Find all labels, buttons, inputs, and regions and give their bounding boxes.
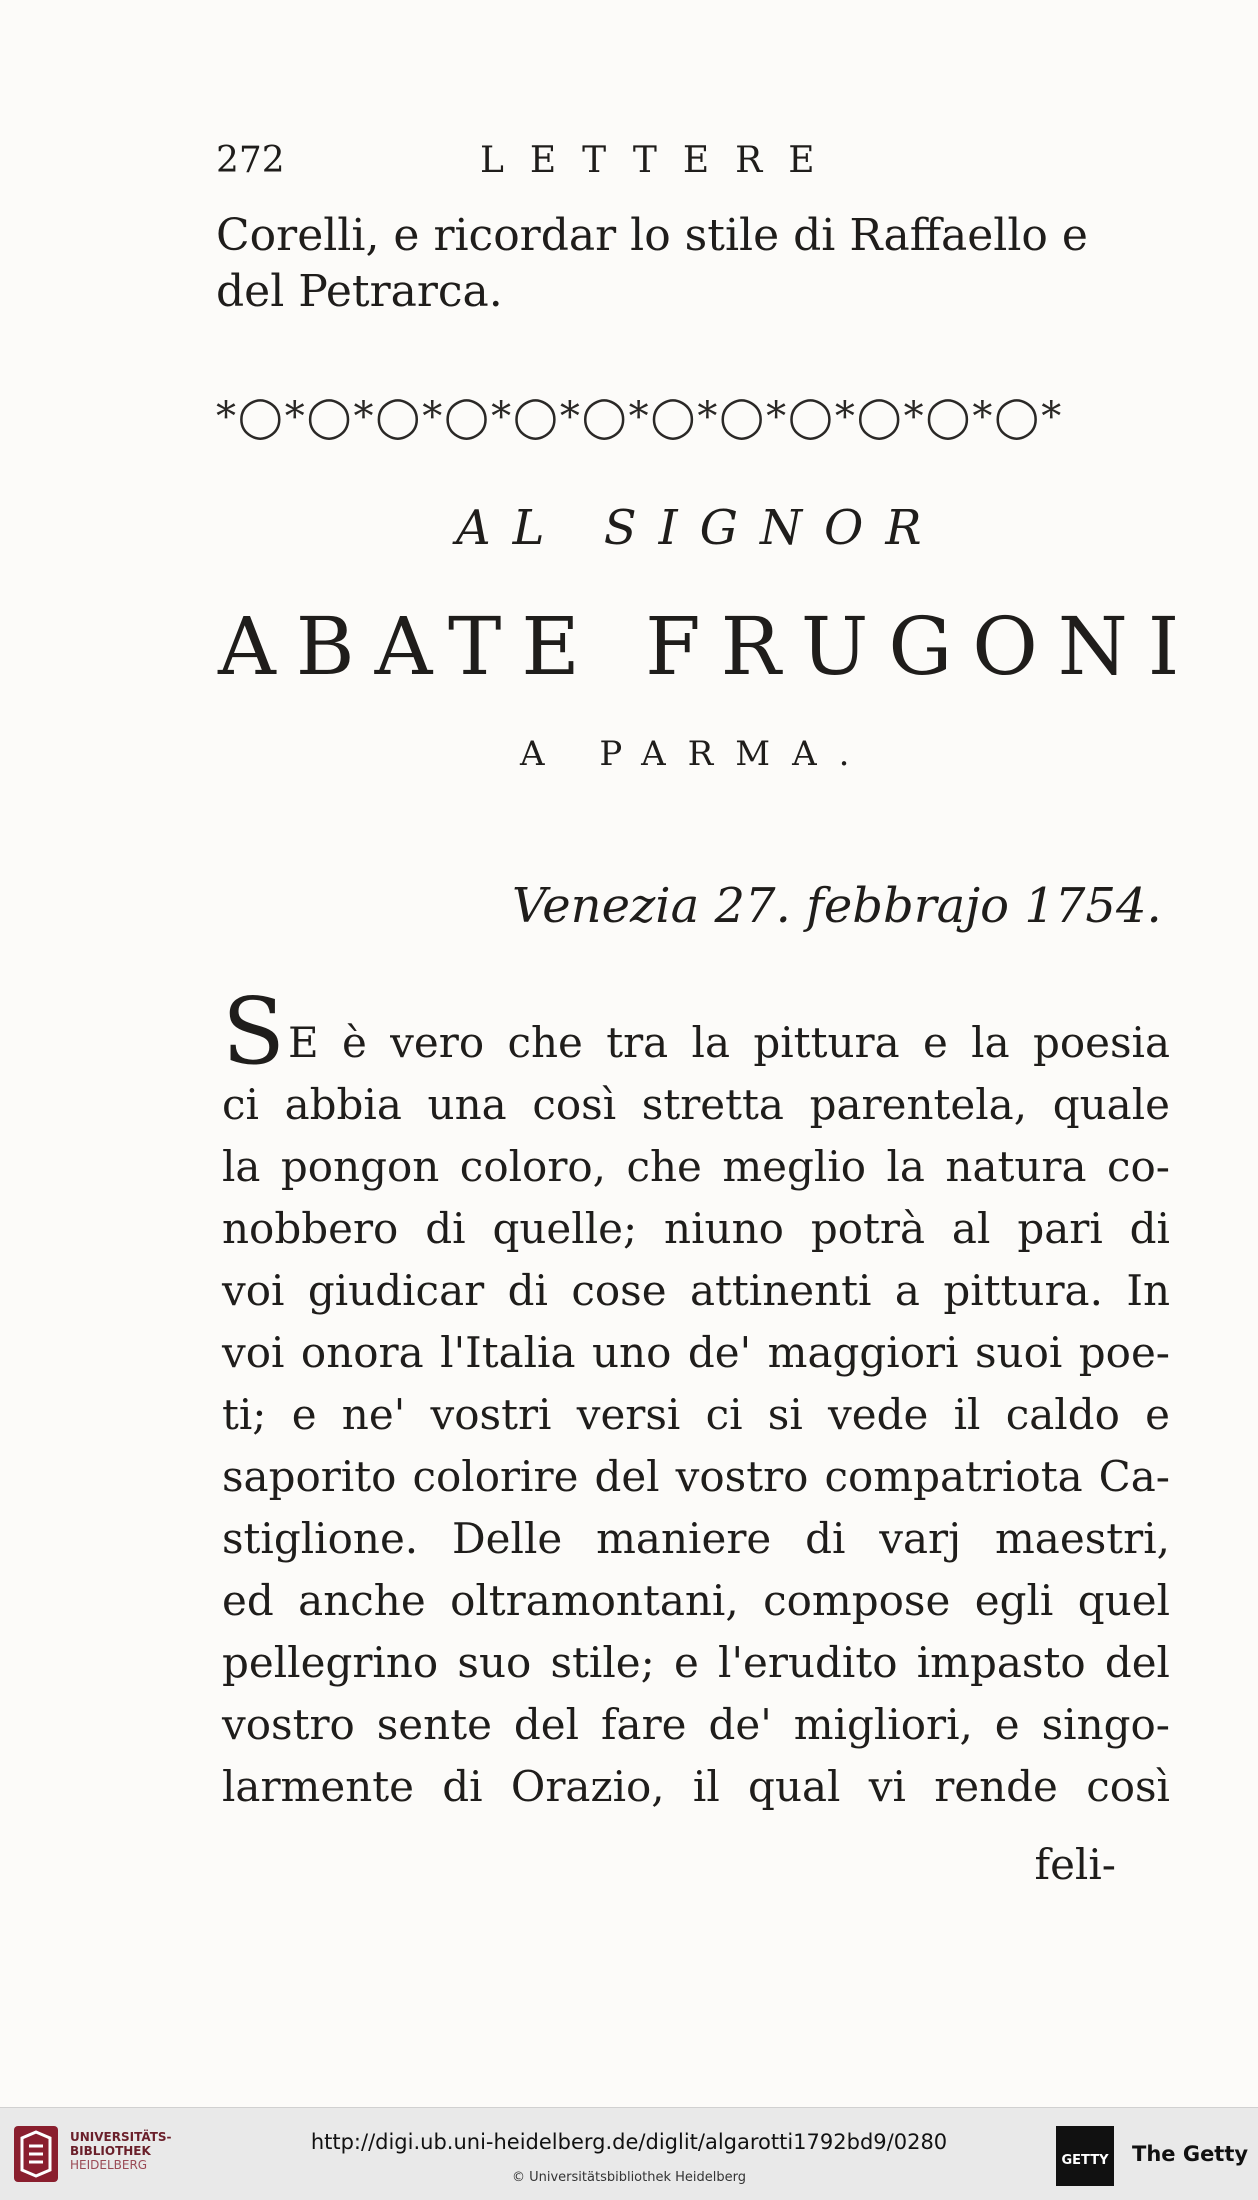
body-line: la pongon coloro, che meglio la natura co- bbox=[222, 1142, 1170, 1191]
body-line: stiglione. Delle maniere di varj maestri, bbox=[222, 1514, 1170, 1563]
body-line: voi giudicar di cose attinenti a pittura. In bbox=[222, 1266, 1170, 1315]
intro-line-1: Corelli, e ricordar lo stile di Raffaello e bbox=[216, 210, 1088, 261]
letter-heading-place: A PARMA. bbox=[520, 734, 872, 774]
copyright-notice: © Universitätsbibliothek Heidelberg bbox=[511, 2170, 746, 2185]
body-line: pellegrino suo stile; e l'erudito impasto del bbox=[222, 1638, 1170, 1687]
partner-name: The Getty bbox=[1132, 2142, 1249, 2166]
body-line: voi onora l'Italia uno de' maggiori suoi poe- bbox=[222, 1328, 1170, 1377]
body-line: larmente di Orazio, il qual vi rende così bbox=[222, 1762, 1170, 1811]
ornamental-divider: *◯*◯*◯*◯*◯*◯*◯*◯*◯*◯*◯*◯* bbox=[216, 394, 1064, 440]
body-line: saporito colorire del vostro compatriota Ca- bbox=[222, 1452, 1170, 1501]
dateline: Venezia 27. febbrajo 1754. bbox=[512, 878, 1162, 934]
body-line-first: E è vero che tra la pittura e la poesia bbox=[288, 1018, 1170, 1067]
running-head: LETTERE bbox=[480, 140, 841, 181]
getty-logo-text: GETTY bbox=[1061, 2153, 1109, 2168]
catchword: feli- bbox=[1034, 1840, 1116, 1889]
viewer-footer bbox=[0, 2107, 1258, 2200]
body-line: nobbero di quelle; niuno potrà al pari di bbox=[222, 1204, 1170, 1253]
library-name-line-2: BIBLIOTHEK bbox=[70, 2144, 151, 2158]
drop-capital: S bbox=[222, 978, 286, 1085]
library-city: HEIDELBERG bbox=[70, 2158, 148, 2172]
permalink-url[interactable]: http://digi.ub.uni-heidelberg.de/diglit/algarotti1792bd9/0280 bbox=[310, 2130, 948, 2154]
getty-logo-icon bbox=[1056, 2126, 1114, 2186]
letter-heading-recipient: ABATE FRUGONI bbox=[218, 600, 1200, 693]
library-name-line-1: UNIVERSITÄTS- bbox=[70, 2130, 172, 2144]
intro-line-2: del Petrarca. bbox=[216, 266, 503, 317]
body-line: ti; e ne' vostri versi ci si vede il caldo e bbox=[222, 1390, 1170, 1439]
body-line: ed anche oltramontani, compose egli quel bbox=[222, 1576, 1170, 1625]
body-line: vostro sente del fare de' migliori, e singo- bbox=[222, 1700, 1170, 1749]
page-number: 272 bbox=[216, 140, 285, 181]
letter-heading-salutation: AL SIGNOR bbox=[456, 500, 944, 556]
body-line: ci abbia una così stretta parentela, quale bbox=[222, 1080, 1170, 1129]
